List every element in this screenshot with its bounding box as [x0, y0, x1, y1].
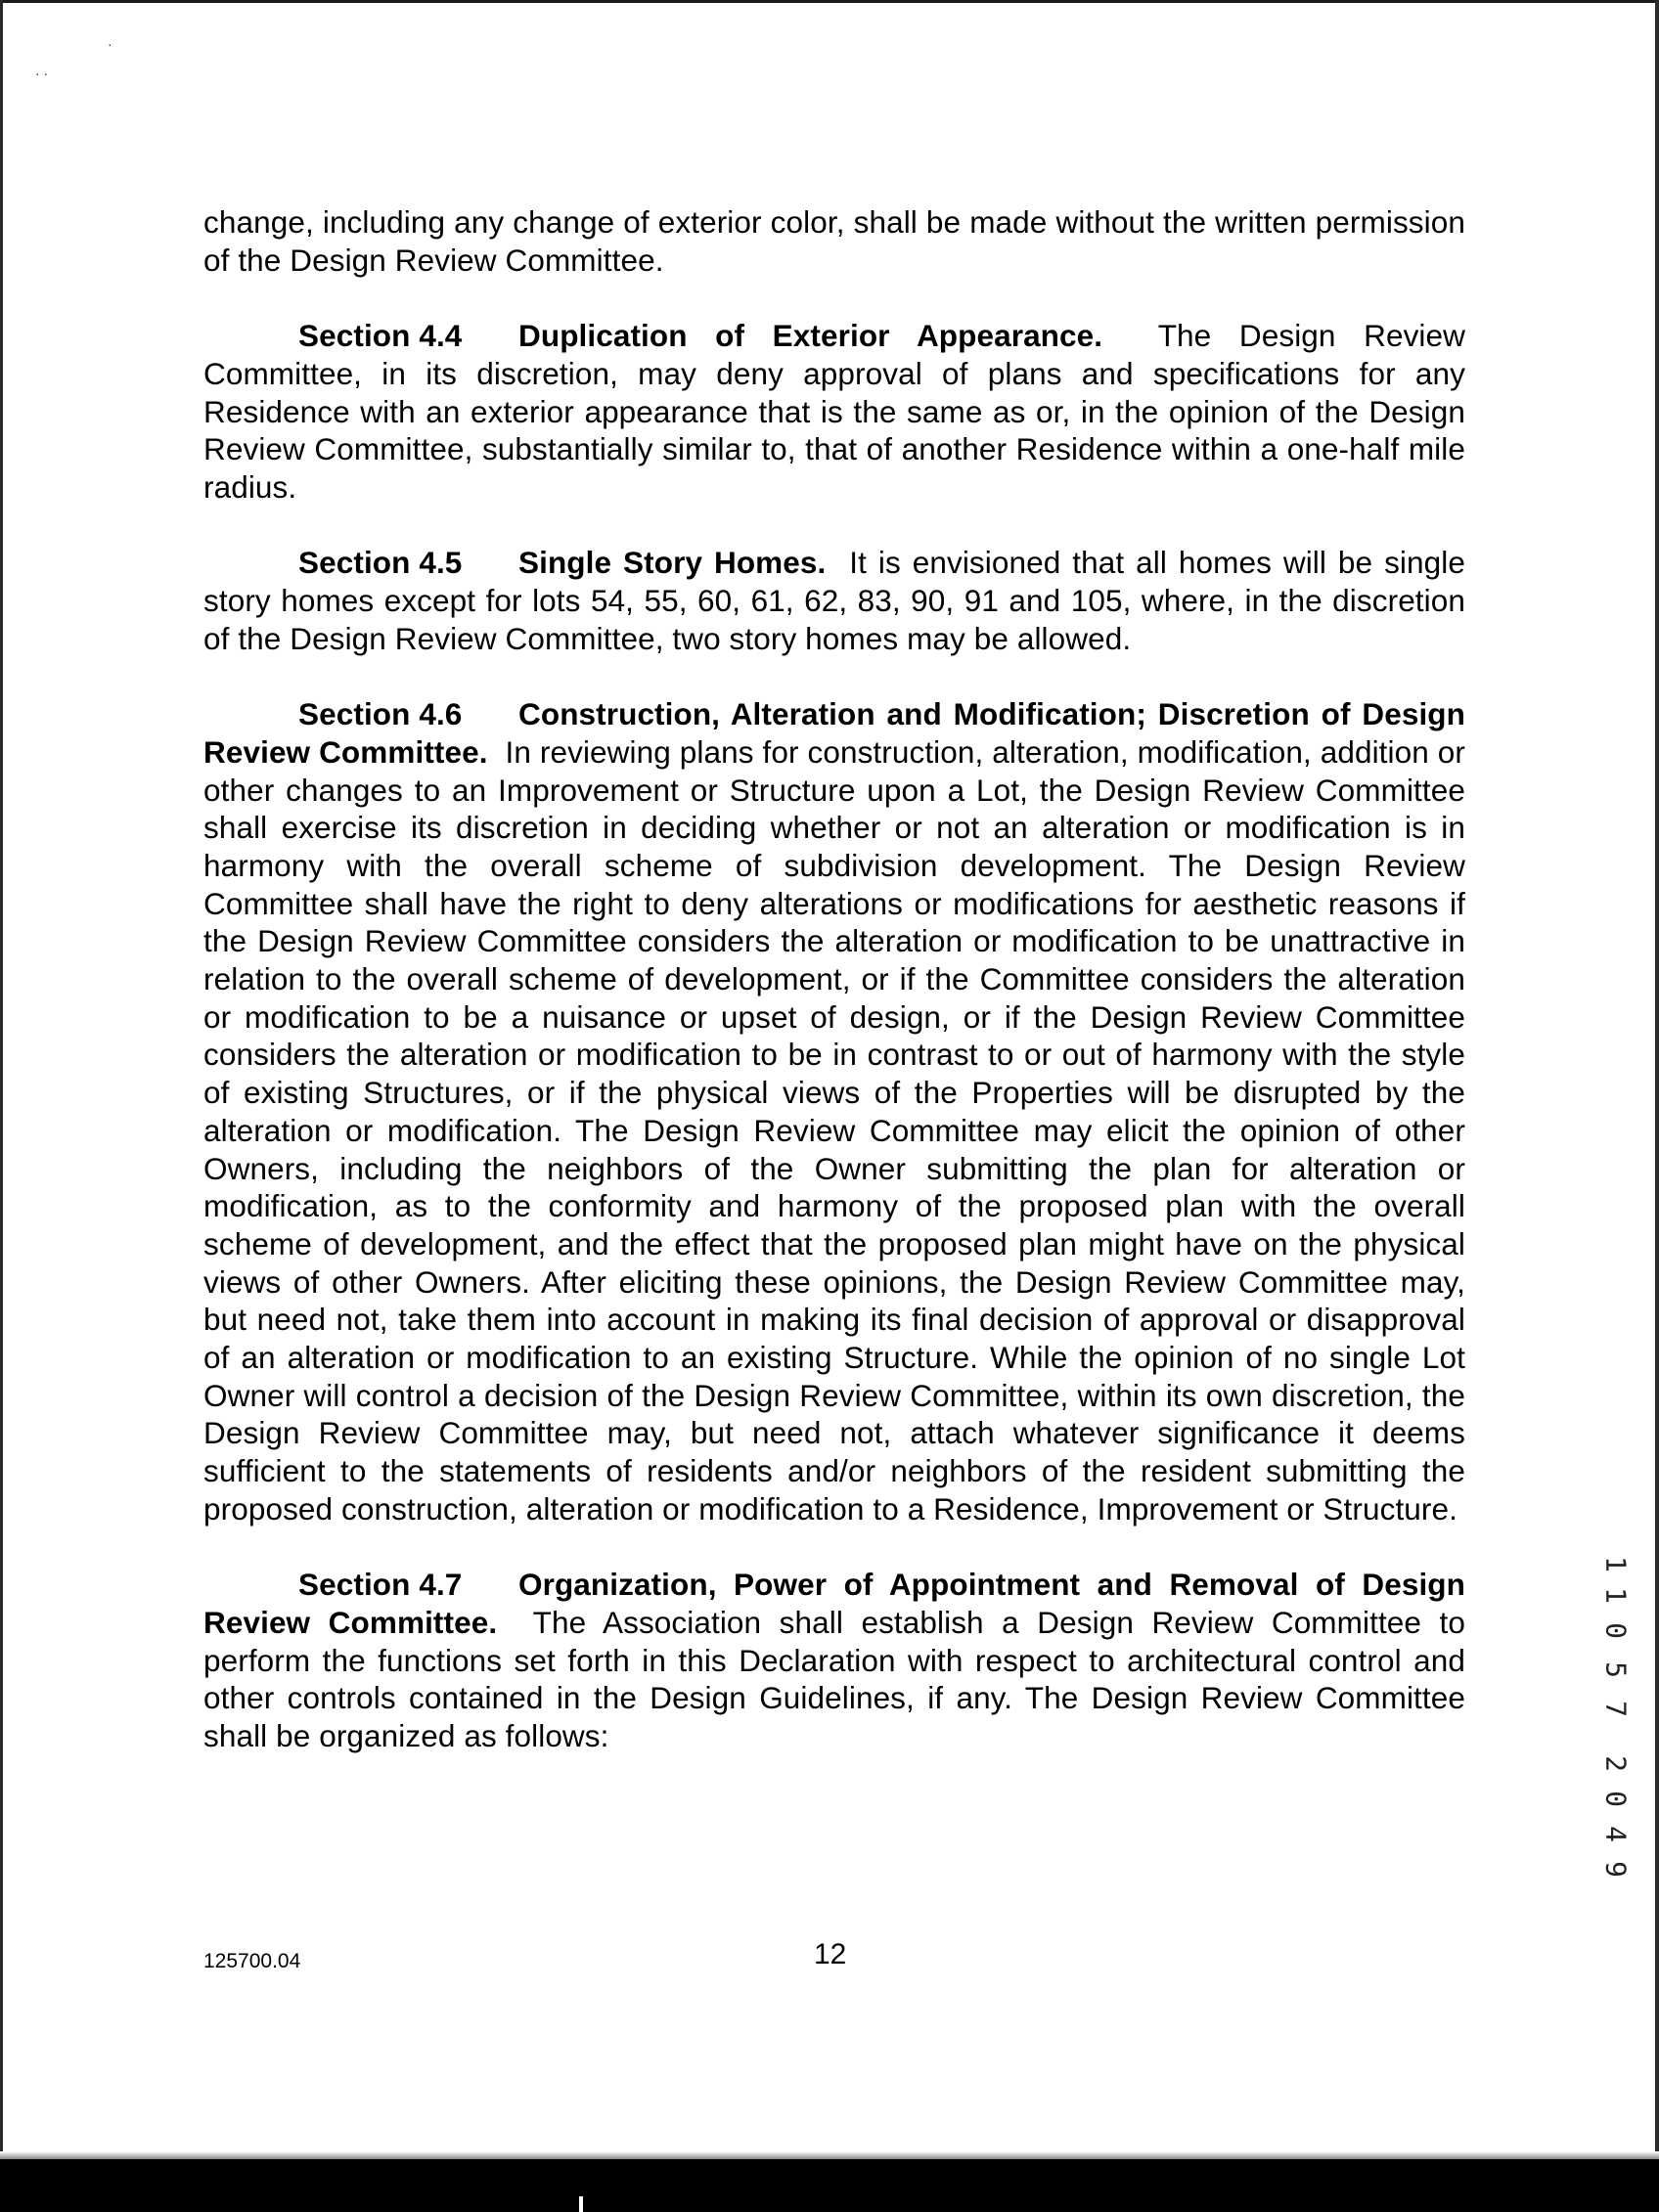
recording-stamp [1596, 1548, 1636, 1878]
scan-bar-divider [579, 2196, 583, 2212]
stamp-digit: 0 [1599, 1791, 1633, 1807]
stamp-digit: 0 [1599, 1622, 1633, 1639]
scan-shadow [0, 2151, 1659, 2159]
section-number: Section 4.7 [298, 1567, 463, 1603]
section-title: Construction, Alteration and Modification; Discretion of Design Review Committee. [203, 696, 1465, 770]
scan-speck: · · [35, 66, 49, 81]
section-4-7 [203, 1566, 1465, 1755]
stamp-digit: 1 [1599, 1556, 1633, 1572]
stamp-digit: 7 [1599, 1701, 1633, 1717]
stamp-digit: 2 [1599, 1755, 1633, 1772]
stamp-digit: 9 [1599, 1861, 1633, 1878]
section-text: It is envisioned that all homes will be single story homes except for lots 54, 55, 60, 61, 62, 83, 90, 91 and 105, where, in the discretion of the Design Review Committee, two story homes may be allowed. [203, 545, 1465, 656]
paragraph-continuation [203, 203, 1465, 279]
stamp-digit: 4 [1599, 1826, 1633, 1842]
section-title: Organization, Power of Appointment and Removal of Design Review Committee. [203, 1567, 1465, 1640]
scan-speck: · [108, 36, 112, 52]
scan-border-top [0, 0, 1659, 3]
section-4-5 [203, 544, 1465, 657]
section-4-4 [203, 317, 1465, 507]
page-number: 12 [814, 1938, 847, 1970]
section-number: Section 4.5 [298, 545, 463, 581]
scan-border-left [0, 0, 3, 2212]
document-body [203, 203, 1465, 1792]
section-text: In reviewing plans for construction, alteration, modification, addition or other changes to an Improvement or Structure upon a Lot, the Design Review Committee shall exercise its discretion in deciding whether or not an alteration or modification is in harmony with the overall scheme of subdivision development. The Design Review Committee shall have the right to deny alterations or modifications for aesthetic reasons if the Design Review Committee considers the alteration or modification to be unattractive in relation to the overall scheme of development, or if the Committee considers the alteration or modification to be a nuisance or upset of design, or if the Design Review Committee considers the alteration or modification to be in contrast to or out of harmony with the style of existing Structures, or if the physical views of the Properties will be disrupted by the alteration or modification. The Design Review Committee may elicit the opinion of other Owners, including the neighbors of the Owner submitting the plan for alteration or modification, as to the conformity and harmony of the proposed plan with the overall scheme of development, and the effect that the proposed plan might have on the physical views of other Owners. After eliciting these opinions, the Design Review Committee may, but need not, take them into account in making its final decision of approval or disapproval of an alteration or modification to an existing Structure. While the opinion of no single Lot Owner will control a decision of the Design Review Committee, within its own discretion, the Design Review Committee may, but need not, attach whatever significance it deems sufficient to the statements of residents and/or neighbors of the resident submitting the proposed construction, alteration or modification to a Residence, Improvement or Structure. [203, 733, 1465, 1526]
scan-bottom-bar [0, 2159, 1659, 2212]
section-text: The Design Review Committee, in its discretion, may deny approval of plans and specifications for any Residence with an exterior appearance that is the same as or, in the opinion of the Design Review Committee, substantially similar to, that of another Residence within a one-half mile radius. [203, 318, 1465, 505]
paragraph-text: change, including any change of exterior color, shall be made without the written permission of the Design Review Committee. [203, 204, 1465, 278]
section-title: Single Story Homes. [518, 545, 827, 581]
section-number: Section 4.4 [298, 318, 463, 354]
stamp-digit: 1 [1599, 1587, 1633, 1604]
section-4-6 [203, 695, 1465, 1527]
document-id: 125700.04 [203, 1950, 301, 1972]
section-title: Duplication of Exterior Appearance. [518, 318, 1103, 354]
stamp-digit: 5 [1599, 1661, 1633, 1678]
scan-border-right [1655, 0, 1659, 2212]
section-number: Section 4.6 [298, 696, 463, 732]
section-text: The Association shall establish a Design Review Committee to perform the functions set forth in this Declaration with respect to architectural control and other controls contained in the Design Guidelines, if any. The Design Review Committee shall be organized as follows: [203, 1604, 1466, 1754]
